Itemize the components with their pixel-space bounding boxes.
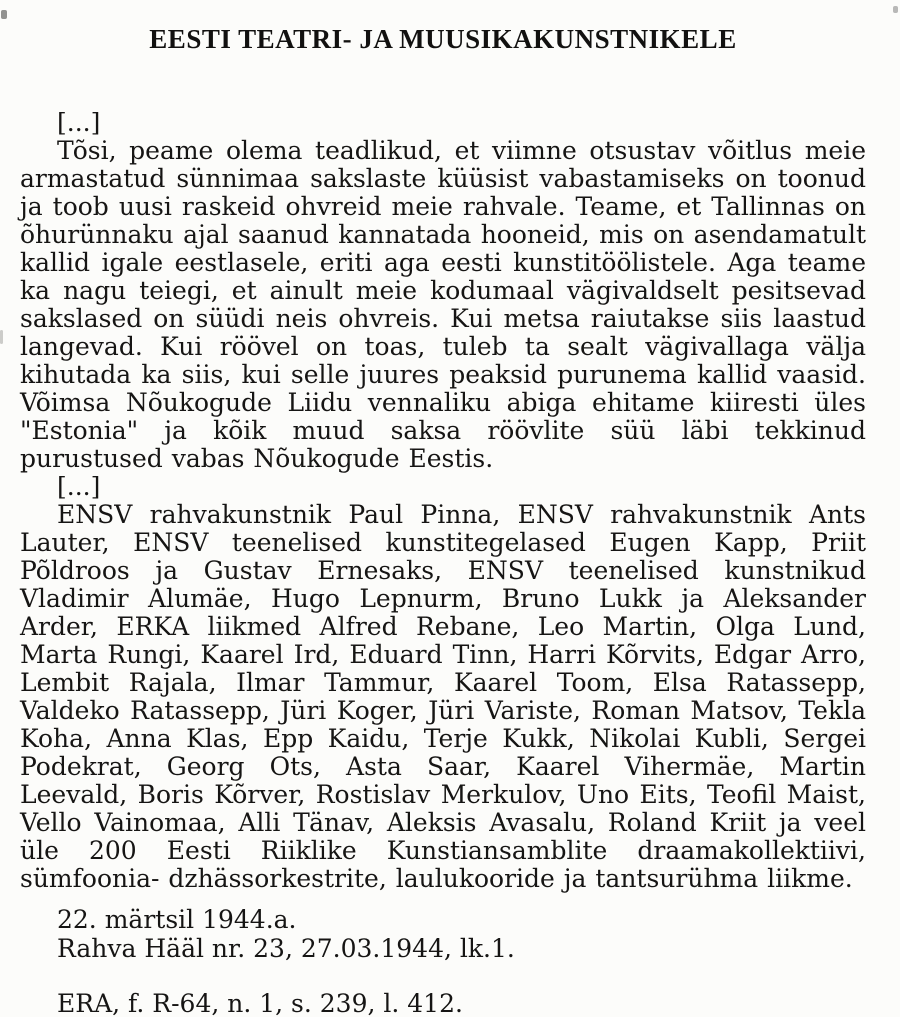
- paragraph-signatories: ENSV rahvakunstnik Paul Pinna, ENSV rahvakunstnik Ants Lauter, ENSV teenelised kunstitegelased Eugen Kapp, Priit Põldroos ja Gustav Ernesaks, ENSV teenelised kunstnikud Vladimir Alumäe, Hugo Lepnurm, Bruno Lukk ja Aleksander Arder, ERKA liikmed Alfred Rebane, Leo Martin, Olga Lund, Marta Rungi, Kaarel Ird, Eduard Tinn, Harri Kõrvits, Edgar Arro, Lembit Rajala, Ilmar Tammur, Kaarel Toom, Elsa Ratassepp, Valdeko Ratassepp, Jüri Koger, Jüri Variste, Roman Matsov, Tekla Koha, Anna Klas, Epp Kaidu, Terje Kukk, Nikolai Kubli, Sergei Podekrat, Georg Ots, Asta Saar, Kaarel Vihermäe, Martin Leevald, Boris Kõrver, Rostislav Merkulov, Uno Eits, Teofil Maist, Vello Vainomaa, Alli Tänav, Aleksis Avasalu, Roland Kriit ja veel üle 200 Eesti Riiklike Kunstiansamblite draamakollektiivi, sümfoonia- dzhässorkestrite, laulukooride ja tantsurühma liikme.: [20, 500, 866, 893]
- scan-artifact: [1, 10, 7, 19]
- paragraph-appeal: Tõsi, peame olema teadlikud, et viimne otsustav võitlus meie armastatud sünnimaa sakslaste küüsist vabastamiseks on toonud ja toob uusi raskeid ohvreid meie rahvale. Teame, et Tallinnas on õhurünnaku ajal saanud kannatada hooneid, mis on asendamatult kallid igale eestlasele, eriti aga eesti kunstitöölistele. Aga teame ka nagu teiegi, et ainult meie kodumaal vägivaldselt pesitsevad sakslased on süüdi neis ohvreis. Kui metsa raiutakse siis laastud langevad. Kui röövel on toas, tuleb ta sealt vägivallaga välja kihutada ka siis, kui selle juures peaksid purunema kallid vaasid. Võimsa Nõukogude Liidu vennaliku abiga ehitame kiiresti üles "Estonia" ja kõik muud saksa röövlite süü läbi tekkinud purustused vabas Nõukogude Eestis.: [20, 136, 866, 473]
- scan-artifact: [0, 330, 3, 344]
- scan-artifact: [893, 6, 898, 13]
- page-title: EESTI TEATRI- JA MUUSIKAKUNSTNIKELE: [149, 24, 737, 54]
- date-line: 22. märtsil 1944.a.: [57, 905, 297, 934]
- source-citation-line: Rahva Hääl nr. 23, 27.03.1944, lk.1.: [57, 934, 515, 963]
- archive-reference-line: ERA, f. R-64, n. 1, s. 239, l. 412.: [57, 989, 463, 1017]
- omission-marker: [...]: [57, 472, 101, 501]
- omission-marker: [...]: [57, 108, 101, 137]
- document-footer: [20, 905, 866, 1017]
